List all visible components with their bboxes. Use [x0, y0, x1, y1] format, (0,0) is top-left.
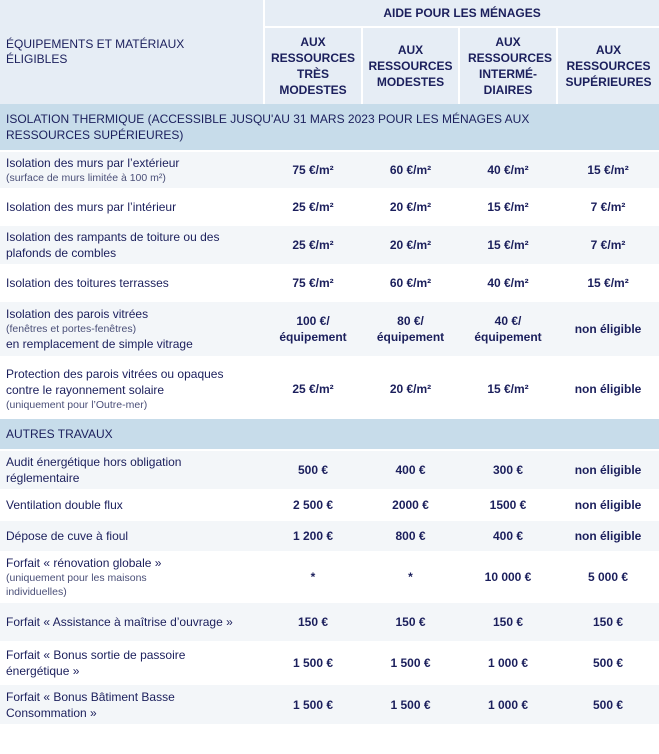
table-row [0, 602, 659, 642]
value-cell: 80 €/ équipement [362, 301, 459, 357]
row-label-text: Forfait « Assistance à maîtrise d’ouvrage » [6, 615, 233, 629]
section-title: ISOLATION THERMIQUE (ACCESSIBLE JUSQU'AU 31 MARS 2023 POUR LES MÉNAGES AUX RESSOURCES SUPÉRIEURES) [6, 112, 530, 142]
value-cell: 40 €/m² [459, 151, 557, 189]
row-label [0, 684, 264, 724]
value-cell: * [264, 552, 362, 602]
value-cell: non éligible [557, 450, 659, 490]
value-cell: 1 500 € [362, 642, 459, 684]
value-cell: * [362, 552, 459, 602]
table-row [0, 151, 659, 189]
value-cell: 400 € [459, 520, 557, 552]
value-cell: 7 €/m² [557, 225, 659, 265]
row-label [0, 151, 264, 189]
table-row [0, 450, 659, 490]
value-cell: 25 €/m² [264, 189, 362, 225]
row-label-text: Dépose de cuve à fioul [6, 529, 129, 543]
table-row [0, 225, 659, 265]
value-cell: 20 €/m² [362, 357, 459, 419]
value-cell: 1 500 € [362, 684, 459, 724]
row-label-note: (fenêtres et portes-fenêtres) [6, 323, 137, 335]
row-label-text: Forfait « rénovation globale » [6, 556, 162, 570]
value-cell: 300 € [459, 450, 557, 490]
row-label-note: (surface de murs limitée à 100 m²) [6, 172, 166, 184]
value-cell: 75 €/m² [264, 265, 362, 301]
section-title: AUTRES TRAVAUX [6, 427, 113, 441]
row-label-text: Forfait « Bonus sortie de passoire énergétique » [6, 648, 186, 678]
value-cell: 2000 € [362, 490, 459, 520]
value-cell: non éligible [557, 301, 659, 357]
table-row [0, 357, 659, 419]
value-cell: 150 € [264, 602, 362, 642]
row-label [0, 301, 264, 357]
value-cell: 2 500 € [264, 490, 362, 520]
row-label [0, 189, 264, 225]
row-label [0, 450, 264, 490]
table-row [0, 301, 659, 357]
value-cell: 150 € [557, 602, 659, 642]
section-row [0, 104, 659, 151]
value-cell: 60 €/m² [362, 265, 459, 301]
value-cell: 1 000 € [459, 642, 557, 684]
row-label [0, 552, 264, 602]
value-cell: 25 €/m² [264, 357, 362, 419]
table-row [0, 490, 659, 520]
row-label-text: Audit énergétique hors obligation réglementaire [6, 455, 182, 485]
value-cell: 150 € [459, 602, 557, 642]
row-label-text: Isolation des murs par l’intérieur [6, 200, 177, 214]
value-cell: 40 €/m² [459, 265, 557, 301]
row-label-text: Isolation des rampants de toiture ou des plafonds de combles [6, 230, 220, 260]
value-cell: 20 €/m² [362, 225, 459, 265]
row-label [0, 265, 264, 301]
value-cell: 400 € [362, 450, 459, 490]
value-cell: non éligible [557, 357, 659, 419]
value-cell: 7 €/m² [557, 189, 659, 225]
value-cell: 150 € [362, 602, 459, 642]
column-header-intermediaires: AUX RESSOURCES INTERMÉ-DIAIRES [459, 27, 557, 104]
row-label-text: Isolation des toitures terrasses [6, 276, 169, 290]
value-cell: 1 200 € [264, 520, 362, 552]
row-label [0, 490, 264, 520]
value-cell: 100 €/ équipement [264, 301, 362, 357]
column-header-tres-modestes: AUX RESSOURCES TRÈS MODESTES [264, 27, 362, 104]
value-cell: 1 000 € [459, 684, 557, 724]
row-label [0, 225, 264, 265]
row-label [0, 357, 264, 419]
row-label-text: Isolation des parois vitrées [6, 307, 149, 321]
table-row [0, 189, 659, 225]
value-cell: 1 500 € [264, 684, 362, 724]
value-cell: 60 €/m² [362, 151, 459, 189]
value-cell: 40 €/ équipement [459, 301, 557, 357]
row-label-text: Forfait « Bonus Bâtiment Basse Consommation » [6, 689, 175, 720]
row-label-note: (uniquement pour les maisons individuelles) [6, 572, 147, 598]
column-header-modestes: AUX RESSOURCES MODESTES [362, 27, 459, 104]
column-header-superieures: AUX RESSOURCES SUPÉRIEURES [565, 43, 652, 89]
table-row [0, 642, 659, 684]
header-label [0, 0, 264, 104]
value-cell: non éligible [557, 490, 659, 520]
value-cell: 500 € [264, 450, 362, 490]
table-row [0, 552, 659, 602]
row-label-text: Protection des parois vitrées ou opaques contre le rayonnement solaire [6, 366, 224, 397]
value-cell: 15 €/m² [459, 189, 557, 225]
value-cell: 15 €/m² [557, 151, 659, 189]
aide-header: AIDE POUR LES MÉNAGES [264, 0, 659, 27]
value-cell: 500 € [557, 642, 659, 684]
value-cell: 75 €/m² [264, 151, 362, 189]
table-row [0, 684, 659, 724]
value-cell: 15 €/m² [557, 265, 659, 301]
header-label-text: ÉQUIPEMENTS ET MATÉRIAUX ÉLIGIBLES [6, 37, 185, 66]
value-cell: 20 €/m² [362, 189, 459, 225]
table-row [0, 520, 659, 552]
section-row [0, 419, 659, 450]
row-label-text-2: en remplacement de simple vitrage [6, 337, 193, 351]
value-cell: 500 € [557, 684, 659, 724]
row-label [0, 520, 264, 552]
value-cell: 25 €/m² [264, 225, 362, 265]
value-cell: 1 500 € [264, 642, 362, 684]
value-cell: 10 000 € [459, 552, 557, 602]
value-cell: 15 €/m² [459, 225, 557, 265]
row-label-note: (uniquement pour l’Outre-mer) [6, 398, 148, 411]
table-row [0, 265, 659, 301]
value-cell: 15 €/m² [459, 357, 557, 419]
value-cell: non éligible [557, 520, 659, 552]
value-cell: 1500 € [459, 490, 557, 520]
row-label-text: Isolation des murs par l’extérieur [6, 156, 180, 170]
row-label-text: Ventilation double flux [6, 498, 123, 512]
value-cell: 800 € [362, 520, 459, 552]
row-label [0, 642, 264, 684]
row-label [0, 602, 264, 642]
value-cell: 5 000 € [557, 552, 659, 602]
